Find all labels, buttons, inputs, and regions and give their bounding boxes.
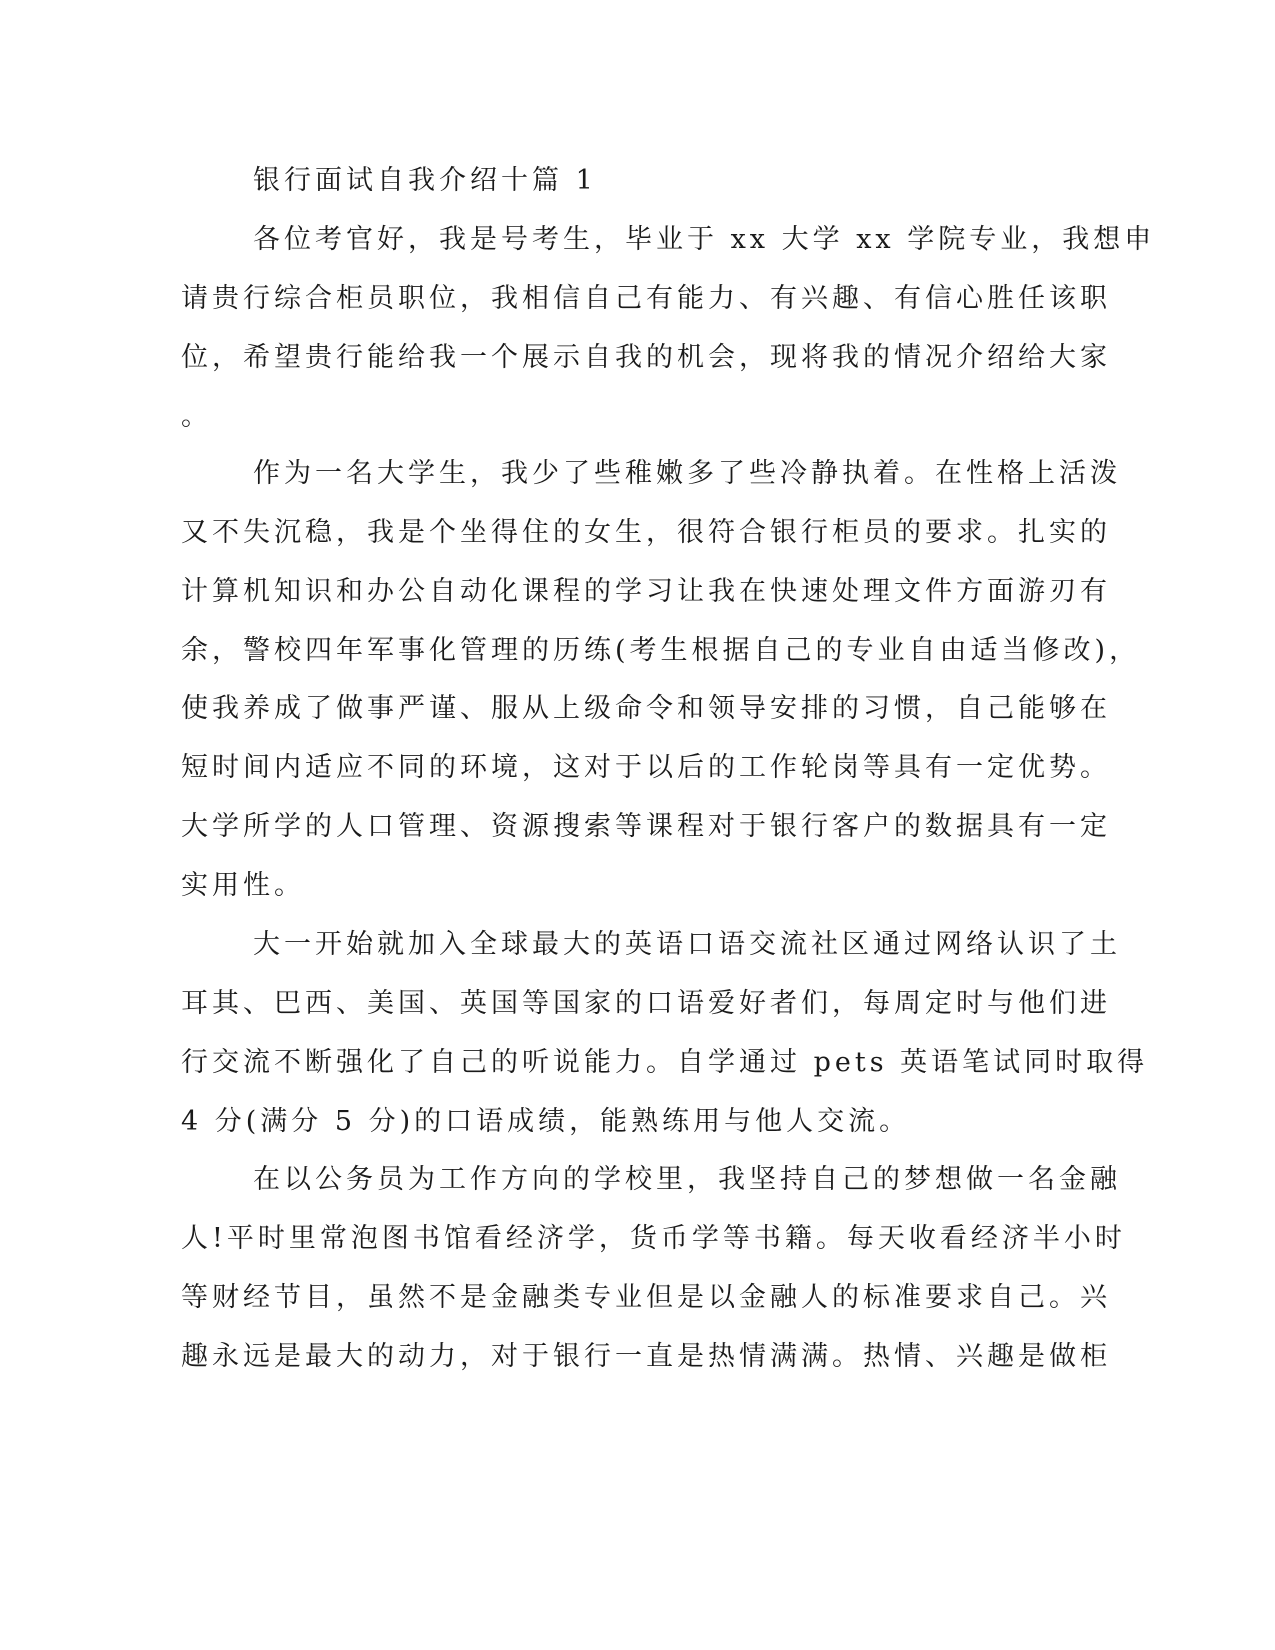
paragraph-line: 行交流不断强化了自己的听说能力。自学通过 pets 英语笔试同时取得 (181, 1047, 1149, 1078)
paragraph-line: 大学所学的人口管理、资源搜索等课程对于银行客户的数据具有一定 (181, 811, 1111, 842)
paragraph-line: 4 分(满分 5 分)的口语成绩，能熟练用与他人交流。 (181, 1106, 911, 1137)
paragraph-line: 余，警校四年军事化管理的历练(考生根据自己的专业自由适当修改)， (181, 635, 1141, 666)
paragraph-line: 实用性。 (181, 870, 305, 901)
paragraph-line: 又不失沉稳，我是个坐得住的女生，很符合银行柜员的要求。扎实的 (181, 517, 1111, 548)
paragraph-line: 使我养成了做事严谨、服从上级命令和领导安排的习惯，自己能够在 (181, 693, 1111, 724)
paragraph-line: 在以公务员为工作方向的学校里，我坚持自己的梦想做一名金融 (253, 1164, 1121, 1195)
paragraph-line: 等财经节目，虽然不是金融类专业但是以金融人的标准要求自己。兴 (181, 1282, 1111, 1313)
paragraph-line: 请贵行综合柜员职位，我相信自己有能力、有兴趣、有信心胜任该职 (181, 283, 1111, 314)
paragraph-line: 大一开始就加入全球最大的英语口语交流社区通过网络认识了土 (253, 929, 1121, 960)
paragraph-line: 作为一名大学生，我少了些稚嫩多了些冷静执着。在性格上活泼 (253, 458, 1121, 489)
paragraph-line: 短时间内适应不同的环境，这对于以后的工作轮岗等具有一定优势。 (181, 752, 1111, 783)
paragraph-line: 人!平时里常泡图书馆看经济学，货币学等书籍。每天收看经济半小时 (181, 1223, 1126, 1254)
paragraph-line: 计算机知识和办公自动化课程的学习让我在快速处理文件方面游刃有 (181, 576, 1111, 607)
paragraph-line: 。 (181, 401, 212, 432)
paragraph-line: 各位考官好，我是号考生，毕业于 xx 大学 xx 学院专业，我想申 (253, 224, 1156, 255)
paragraph-line: 趣永远是最大的动力，对于银行一直是热情满满。热情、兴趣是做柜 (181, 1341, 1111, 1372)
paragraph-line: 位，希望贵行能给我一个展示自我的机会，现将我的情况介绍给大家 (181, 342, 1111, 373)
document-title: 银行面试自我介绍十篇 1 (253, 165, 597, 196)
paragraph-line: 耳其、巴西、美国、英国等国家的口语爱好者们，每周定时与他们进 (181, 988, 1111, 1019)
